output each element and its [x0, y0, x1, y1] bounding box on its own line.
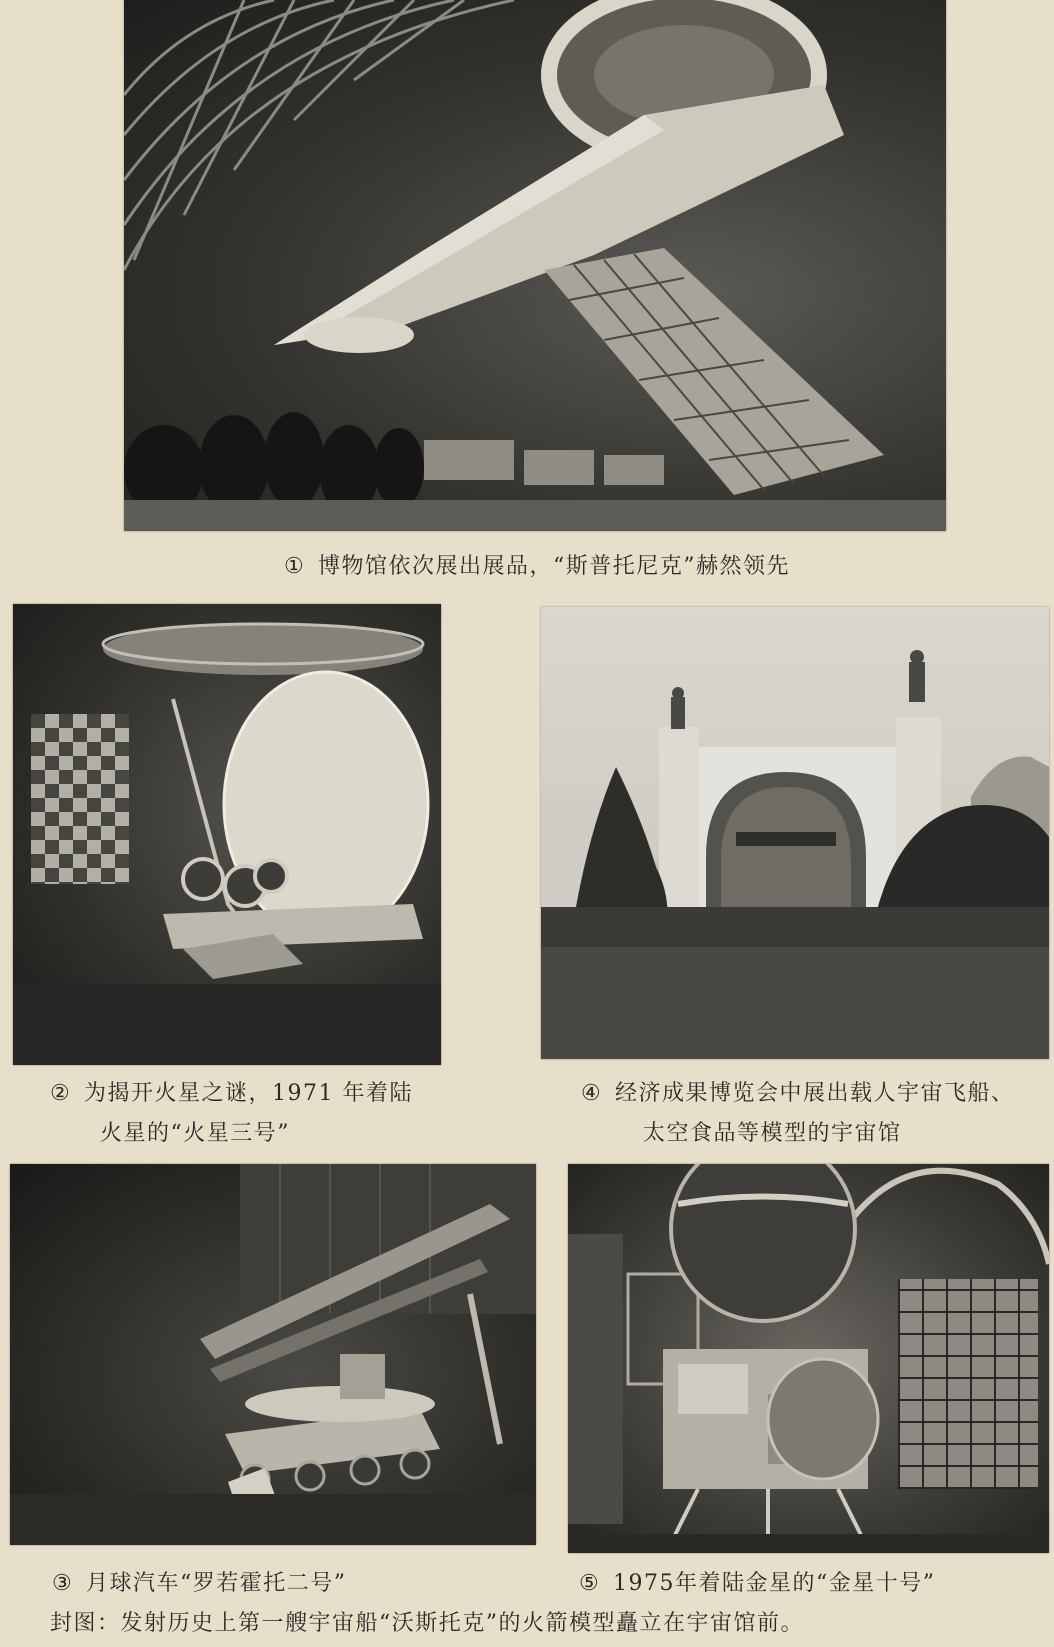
photo-lunokhod-2 [10, 1164, 536, 1545]
caption-text: 博物馆依次展出展品，“斯普托尼克”赫然领先 [318, 554, 790, 579]
crowd [124, 412, 424, 515]
caption-figure-2-line-1 [50, 1080, 413, 1108]
solar-panel-model [544, 248, 884, 495]
antenna-dish [768, 1359, 878, 1479]
caption-figure-1 [284, 553, 790, 581]
display-stands [424, 440, 664, 485]
hall-floor [124, 500, 946, 531]
caption-text: 月球汽车“罗若霍托二号” [86, 1571, 347, 1596]
caption-text: 为揭开火星之谜，1971 年着陆 [84, 1081, 413, 1106]
caption-marker: ⑤ [579, 1571, 601, 1596]
descent-sphere [671, 1164, 855, 1321]
statues [671, 650, 925, 729]
cover-note: 封图：发射历史上第一艘宇宙船“沃斯托克”的火箭模型矗立在宇宙馆前。 [50, 1611, 804, 1636]
caption-figure-4-line-2 [643, 1120, 902, 1148]
caption-figure-5 [579, 1570, 935, 1598]
caption-figure-4-line-1 [581, 1080, 1015, 1108]
photo-venera-10 [568, 1164, 1049, 1553]
caption-text: 火星的“火星三号” [100, 1121, 290, 1146]
mars-3-illustration [13, 604, 441, 1065]
left-wall [568, 1234, 623, 1524]
caption-marker: ① [284, 554, 306, 579]
caption-marker: ④ [581, 1081, 603, 1106]
lawn [541, 947, 1049, 1059]
caption-figure-2-line-2 [100, 1120, 290, 1148]
sputnik-hall-illustration [124, 0, 946, 531]
ground [13, 984, 441, 1065]
caption-text: 1975年着陆金星的“金星十号” [613, 1571, 936, 1596]
base-platform [163, 904, 423, 949]
hedge [541, 907, 1049, 947]
small-dish [304, 317, 414, 353]
caption-figure-3 [52, 1570, 347, 1598]
glass-roof-grid [124, 0, 514, 270]
background-arch [848, 1171, 1049, 1264]
lunokhod-illustration [10, 1164, 536, 1545]
photo-space-pavilion [541, 607, 1049, 1059]
photo-mars-3-probe [13, 604, 441, 1065]
venera-illustration [568, 1164, 1049, 1553]
floor [568, 1534, 1049, 1553]
caption-marker: ② [50, 1081, 72, 1106]
floor [10, 1494, 536, 1545]
photo-sputnik-exhibition-hall [124, 0, 946, 531]
caption-text: 太空食品等模型的宇宙馆 [643, 1121, 902, 1146]
pavilion-illustration [541, 607, 1049, 1059]
caption-marker: ③ [52, 1571, 74, 1596]
caption-text: 经济成果博览会中展出载人宇宙飞船、 [615, 1081, 1015, 1106]
back-wall [240, 1164, 536, 1314]
